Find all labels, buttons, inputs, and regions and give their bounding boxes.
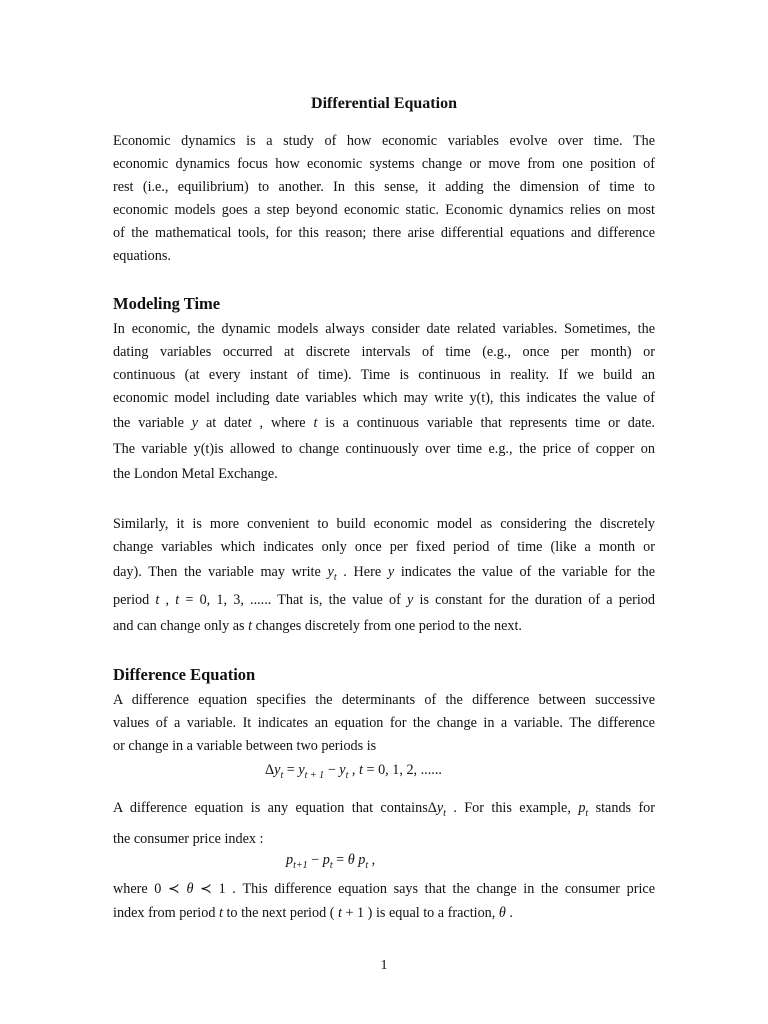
text-line: the London Metal Exchange.: [113, 466, 278, 482]
text-line: In economic, the dynamic models always consider date related variables. Sometimes, the: [113, 321, 655, 337]
text-line: rest (i.e., equilibrium) to another. In this sense, it adding the dimension of time to: [113, 179, 655, 195]
text-line: the variable y at datet , where t is a continuous variable that represents time or date.: [113, 415, 655, 431]
text-line: The variable y(t)is allowed to change continuously over time e.g., the price of copper on: [113, 441, 655, 457]
text-line: index from period t to the next period ( t + 1 ) is equal to a fraction, θ .: [113, 905, 513, 921]
text-line: economic models goes a step beyond economic static. Economic dynamics relies on most: [113, 202, 655, 218]
section-heading-modeling-time: Modeling Time: [113, 294, 221, 313]
modeling-paragraph-2: [113, 513, 655, 639]
difference-explanation: [113, 878, 655, 926]
text-line: economic dynamics focus how economic systems change or move from one position of: [113, 156, 655, 172]
text-line: Similarly, it is more convenient to build economic model as considering the discretely: [113, 516, 655, 532]
text-line: Economic dynamics is a study of how economic variables evolve over time. The: [113, 133, 655, 149]
text-line: A difference equation is any equation that containsΔy$_t$ . For this example, $p_t$ stands for: [113, 800, 656, 819]
text-line: values of a variable. It indicates an equation for the change in a variable. The difference: [113, 715, 655, 731]
equation-cpi: $p_{t+1} - p_t = \theta$ $p_t$ ,: [286, 852, 376, 871]
text-line: dating variables occurred at discrete intervals of time (e.g., once per month) or: [113, 344, 655, 360]
text-line: A difference equation specifies the determinants of the difference between successive: [113, 692, 655, 708]
text-line: day). Then the variable may write $y_t$ . Here y indicates the value of the variable for the: [113, 564, 655, 583]
text-line: or change in a variable between two periods is: [113, 738, 377, 754]
equation-first-difference: $\Delta y_t = y_{t + 1} - y_t$ , t = 0, 1, 2, ......: [265, 762, 442, 781]
text-line: economic model including date variables which may write y(t), this indicates the value of: [113, 390, 655, 406]
text-line: equations.: [113, 248, 171, 264]
text-line: where 0 ≺ θ ≺ 1 . This difference equation says that the change in the consumer price: [113, 881, 655, 897]
page-number: 1: [380, 958, 388, 973]
text-line: of the mathematical tools, for this reason; there arise differential equations and difference: [113, 225, 655, 241]
difference-definition: [113, 795, 655, 851]
section-heading-difference-equation: Difference Equation: [113, 665, 256, 684]
text-line: continuous (at every instant of time). Time is continuous in reality. If we build an: [113, 367, 655, 383]
page-title: Differential Equation: [311, 95, 457, 112]
text-line: and can change only as t changes discretely from one period to the next.: [113, 618, 522, 634]
modeling-paragraph-1: [113, 318, 655, 487]
text-line: the consumer price index :: [113, 831, 264, 847]
text-line: period t , t = 0, 1, 3, ...... That is, the value of y is constant for the duration of a period: [113, 592, 655, 608]
difference-paragraph: [113, 689, 655, 758]
intro-paragraph: [113, 130, 655, 268]
text-line: change variables which indicates only once per fixed period of time (like a month or: [113, 539, 655, 555]
